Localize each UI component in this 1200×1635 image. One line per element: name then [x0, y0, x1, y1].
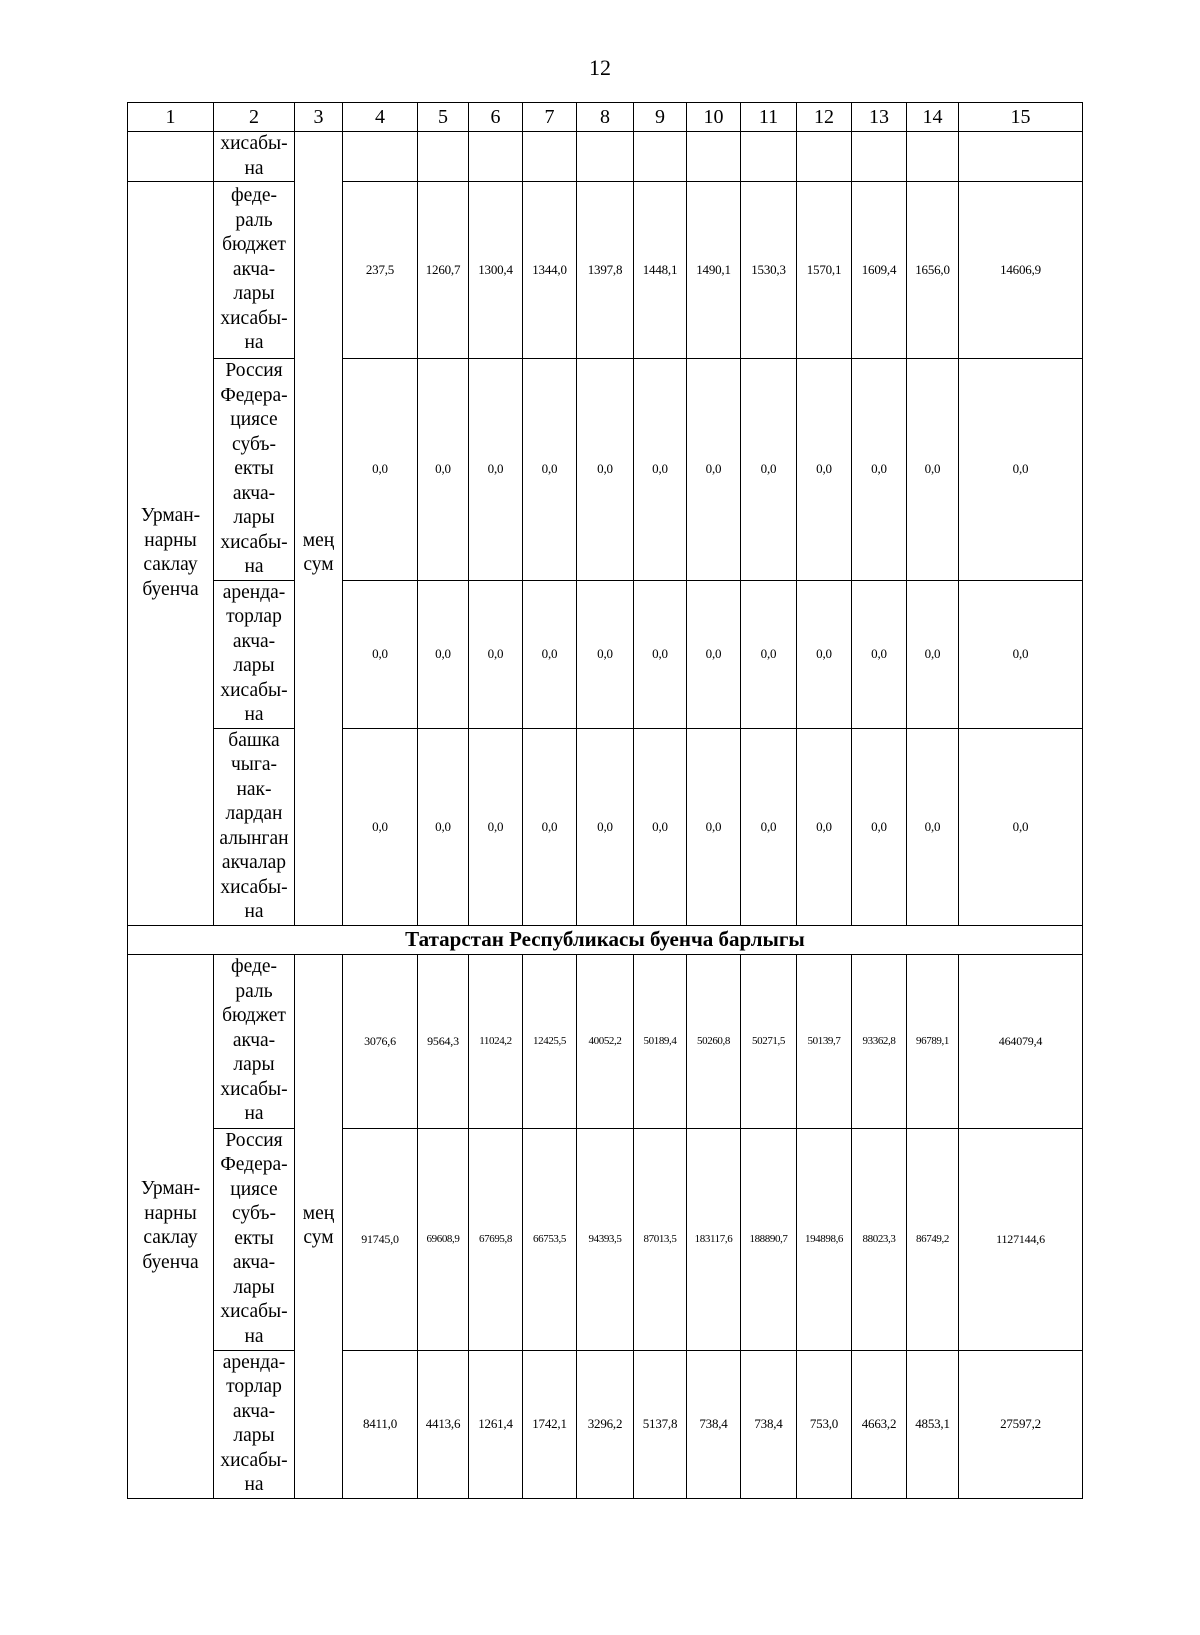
table-row: [128, 1350, 1083, 1498]
table-row: [128, 132, 1083, 182]
value-cell: 87013,5: [634, 1128, 687, 1350]
value-cell: 237,5: [343, 182, 418, 359]
col-header: 6: [469, 103, 523, 132]
table-row: [128, 728, 1083, 925]
value-cell: 0,0: [687, 728, 741, 925]
table-row: [128, 580, 1083, 728]
value-cell: 69608,9: [418, 1128, 469, 1350]
value-cell: 1570,1: [797, 182, 852, 359]
value-cell: 0,0: [418, 359, 469, 581]
value-cell: 1490,1: [687, 182, 741, 359]
col-header: 10: [687, 103, 741, 132]
value-cell: 4663,2: [852, 1350, 907, 1498]
row-label: феде- раль бюджет акча- лары хисабы- на: [214, 182, 295, 359]
value-cell: 4413,6: [418, 1350, 469, 1498]
value-cell: 96789,1: [907, 954, 959, 1128]
value-cell: 4853,1: [907, 1350, 959, 1498]
value-cell: 86749,2: [907, 1128, 959, 1350]
value-cell: 0,0: [959, 580, 1083, 728]
value-cell: 0,0: [469, 728, 523, 925]
category-cell: Урман- нарны саклау буенча: [128, 954, 214, 1498]
value-cell: 1344,0: [523, 182, 577, 359]
value-cell: 0,0: [418, 728, 469, 925]
value-cell: 11024,2: [469, 954, 523, 1128]
value-cell: 753,0: [797, 1350, 852, 1498]
value-cell: 0,0: [634, 580, 687, 728]
unit-cell: мең сум: [295, 182, 343, 926]
value-cell: 0,0: [959, 728, 1083, 925]
value-cell: 1609,4: [852, 182, 907, 359]
category-cell: Урман- нарны саклау буенча: [128, 182, 214, 926]
col-header: 7: [523, 103, 577, 132]
unit-cell: мең сум: [295, 954, 343, 1498]
value-cell: 194898,6: [797, 1128, 852, 1350]
col-header: 15: [959, 103, 1083, 132]
value-cell: 0,0: [343, 580, 418, 728]
value-cell: 0,0: [741, 728, 797, 925]
value-cell: 0,0: [687, 580, 741, 728]
table-row: [128, 359, 1083, 581]
value-cell: 50139,7: [797, 954, 852, 1128]
value-cell: 88023,3: [852, 1128, 907, 1350]
col-header: 4: [343, 103, 418, 132]
value-cell: 738,4: [741, 1350, 797, 1498]
value-cell: 14606,9: [959, 182, 1083, 359]
row-label: феде- раль бюджет акча- лары хисабы- на: [214, 954, 295, 1128]
value-cell: 1448,1: [634, 182, 687, 359]
value-cell: 3296,2: [577, 1350, 634, 1498]
value-cell: 0,0: [418, 580, 469, 728]
value-cell: 0,0: [852, 728, 907, 925]
value-cell: 94393,5: [577, 1128, 634, 1350]
value-cell: 1397,8: [577, 182, 634, 359]
value-cell: 67695,8: [469, 1128, 523, 1350]
value-cell: 1742,1: [523, 1350, 577, 1498]
value-cell: 0,0: [907, 728, 959, 925]
value-cell: 0,0: [852, 359, 907, 581]
value-cell: 0,0: [634, 728, 687, 925]
value-cell: 0,0: [577, 728, 634, 925]
col-header: 12: [797, 103, 852, 132]
value-cell: 0,0: [959, 359, 1083, 581]
value-cell: 464079,4: [959, 954, 1083, 1128]
budget-table: [127, 102, 1083, 1499]
value-cell: 0,0: [741, 580, 797, 728]
value-cell: 1530,3: [741, 182, 797, 359]
value-cell: 1656,0: [907, 182, 959, 359]
col-header: 1: [128, 103, 214, 132]
value-cell: 40052,2: [577, 954, 634, 1128]
col-header: 3: [295, 103, 343, 132]
col-header: 9: [634, 103, 687, 132]
value-cell: 66753,5: [523, 1128, 577, 1350]
value-cell: 0,0: [687, 359, 741, 581]
value-cell: 1260,7: [418, 182, 469, 359]
value-cell: 0,0: [523, 359, 577, 581]
value-cell: 91745,0: [343, 1128, 418, 1350]
value-cell: 1261,4: [469, 1350, 523, 1498]
value-cell: 12425,5: [523, 954, 577, 1128]
value-cell: 8411,0: [343, 1350, 418, 1498]
value-cell: 1300,4: [469, 182, 523, 359]
table-row: [128, 1128, 1083, 1350]
value-cell: 50260,8: [687, 954, 741, 1128]
value-cell: 27597,2: [959, 1350, 1083, 1498]
value-cell: 50271,5: [741, 954, 797, 1128]
col-header: 14: [907, 103, 959, 132]
value-cell: 0,0: [852, 580, 907, 728]
row-label: Россия Федера- циясе субъ- екты акча- лары хисабы- на: [214, 359, 295, 581]
row-label: аренда- торлар акча- лары хисабы- на: [214, 1350, 295, 1498]
value-cell: 0,0: [523, 728, 577, 925]
page-number: 12: [589, 55, 611, 80]
value-cell: 0,0: [577, 359, 634, 581]
col-header: 5: [418, 103, 469, 132]
value-cell: 1127144,6: [959, 1128, 1083, 1350]
row-label: аренда- торлар акча- лары хисабы- на: [214, 580, 295, 728]
section-title-row: [128, 925, 1083, 954]
row-label: башка чыга- нак- лардан алынган акчалар хисабы- на: [214, 728, 295, 925]
value-cell: 0,0: [634, 359, 687, 581]
value-cell: 0,0: [797, 359, 852, 581]
col-header: 13: [852, 103, 907, 132]
value-cell: 0,0: [741, 359, 797, 581]
section-title: Татарстан Республикасы буенча барлыгы: [128, 925, 1083, 954]
value-cell: 93362,8: [852, 954, 907, 1128]
value-cell: 0,0: [343, 359, 418, 581]
value-cell: 738,4: [687, 1350, 741, 1498]
table-row: [128, 182, 1083, 359]
value-cell: 0,0: [907, 359, 959, 581]
col-header: 2: [214, 103, 295, 132]
value-cell: 188890,7: [741, 1128, 797, 1350]
row-label: хисабы- на: [214, 132, 295, 182]
value-cell: 9564,3: [418, 954, 469, 1128]
value-cell: 0,0: [523, 580, 577, 728]
value-cell: 183117,6: [687, 1128, 741, 1350]
value-cell: 5137,8: [634, 1350, 687, 1498]
value-cell: 3076,6: [343, 954, 418, 1128]
value-cell: 0,0: [797, 580, 852, 728]
value-cell: 0,0: [469, 359, 523, 581]
value-cell: 0,0: [577, 580, 634, 728]
column-number-row: [128, 103, 1083, 132]
value-cell: 0,0: [343, 728, 418, 925]
value-cell: 0,0: [469, 580, 523, 728]
col-header: 11: [741, 103, 797, 132]
table-row: [128, 954, 1083, 1128]
row-label: Россия Федера- циясе субъ- екты акча- лары хисабы- на: [214, 1128, 295, 1350]
value-cell: 50189,4: [634, 954, 687, 1128]
value-cell: 0,0: [797, 728, 852, 925]
value-cell: 0,0: [907, 580, 959, 728]
col-header: 8: [577, 103, 634, 132]
